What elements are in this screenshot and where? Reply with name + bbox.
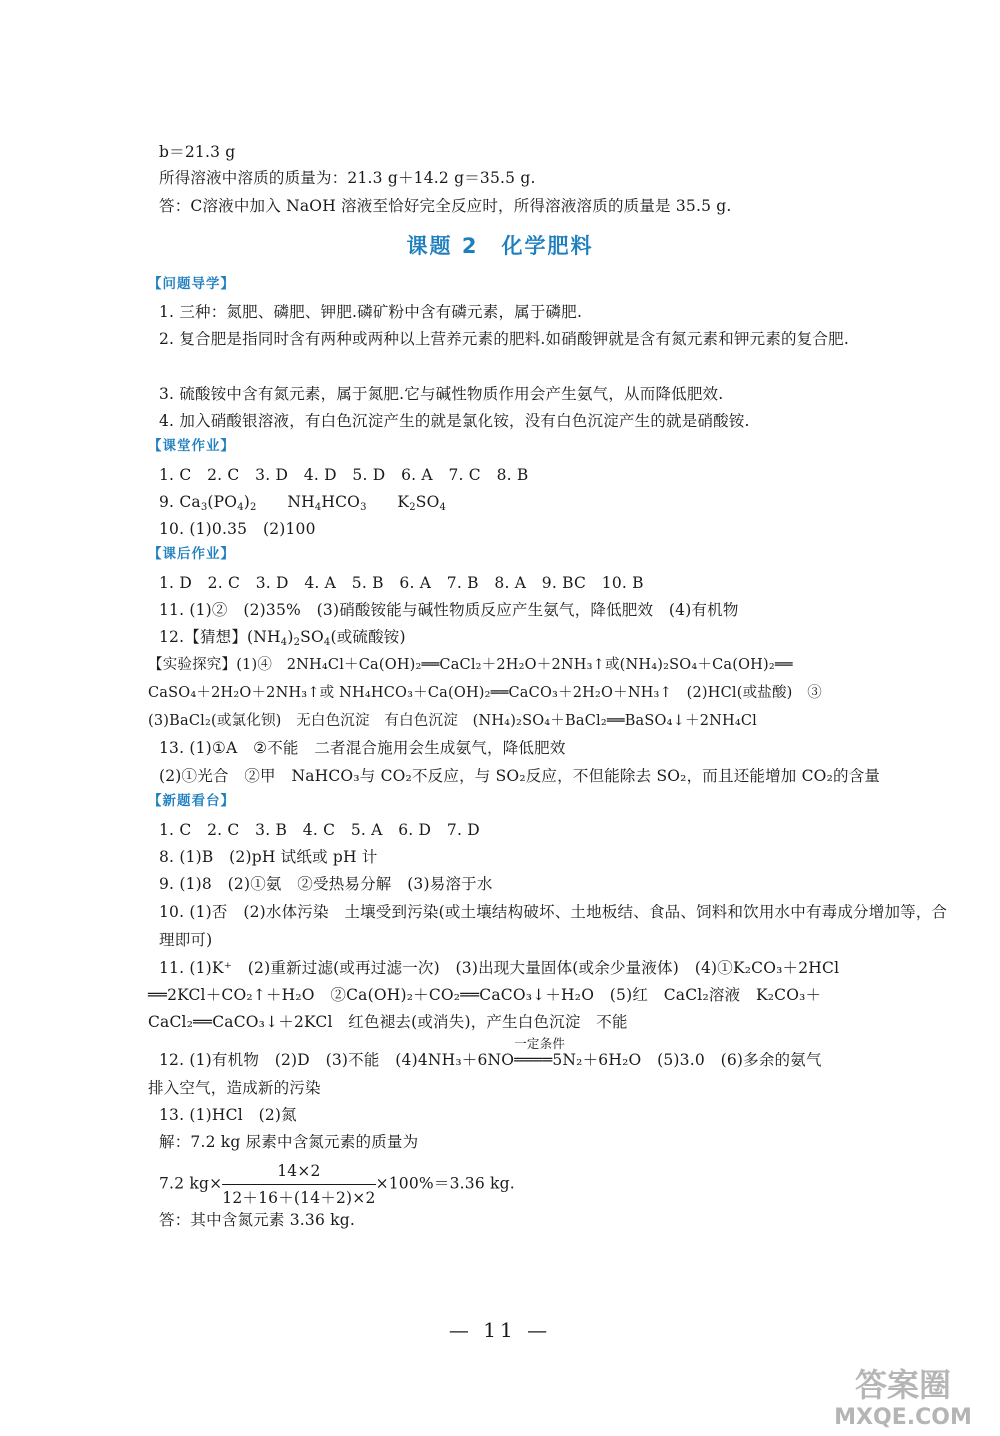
solution-intro: 解：7.2 kg 尿素中含氮元素的质量为 bbox=[159, 1133, 419, 1151]
new-choices: 1. C 2. C 3. B 4. C 5. A 6. D 7. D bbox=[159, 821, 480, 839]
answer-line: 答：C溶液中加入 NaOH 溶液至恰好完全反应时，所得溶液溶质的质量是 35.5 g. bbox=[159, 197, 732, 215]
new-q9: 9. (1)8 (2)①氨 ②受热易分解 (3)易溶于水 bbox=[159, 875, 493, 893]
watermark-text-bottom: MXQE.COM bbox=[834, 1405, 972, 1428]
solute-mass-line: 所得溶液中溶质的质量为：21.3 g＋14.2 g＝35.5 g. bbox=[159, 169, 536, 187]
new-q10: 10. (1)否 (2)水体污染 土壤受到污染(或土壤结构破坏、土地板结、食品、饲料和饮用水中有毒成分增加等，合理即可) bbox=[159, 903, 948, 949]
page-number: — 11 — bbox=[448, 1318, 552, 1342]
homework-q11: 11. (1)② (2)35% (3)硝酸铵能与碱性物质反应产生氨气，降低肥效 (4)有机物 bbox=[159, 601, 739, 619]
b-value-line: b＝21.3 g bbox=[159, 143, 236, 161]
new-q8: 8. (1)B (2)pH 试纸或 pH 计 bbox=[159, 848, 378, 866]
nitrogen-calculation: 7.2 kg× $\frac{14\times 2}{12+16+(14+2)\times 2}$ ×100%＝3.36 kg. bbox=[159, 1162, 515, 1207]
section-new-questions-heading: 【新题看台】 bbox=[148, 793, 235, 809]
homework-q13-line-1: 13. (1)①A ②不能 二者混合施用会生成氨气，降低肥效 bbox=[159, 739, 566, 757]
new-q13: 13. (1)HCl (2)氮 bbox=[159, 1106, 297, 1124]
reaction-condition-arrow: 一定条件 ════ bbox=[514, 1036, 566, 1069]
watermark-text-top: 答案圈 bbox=[854, 1366, 952, 1404]
classwork-choices: 1. C 2. C 3. D 4. D 5. D 6. A 7. C 8. B bbox=[159, 466, 529, 484]
new-q11-line-3: CaCl₂══CaCO₃↓＋2KCl 红色褪去(或消失)，产生白色沉淀 不能 bbox=[148, 1013, 628, 1031]
section-classwork-heading: 【课堂作业】 bbox=[148, 438, 235, 454]
new-q11-line-2: ══2KCl＋CO₂↑＋H₂O ②Ca(OH)₂＋CO₂══CaCO₃↓＋H₂O (5)红 CaCl₂溶液 K₂CO₃＋ bbox=[148, 986, 822, 1004]
guide-q2: 2. 复合肥是指同时含有两种或两种以上营养元素的肥料.如硝酸钾就是含有氮元素和钾元素的复合肥. bbox=[159, 330, 849, 348]
new-q11-line-1: 11. (1)K⁺ (2)重新过滤(或再过滤一次) (3)出现大量固体(或余少量液体) (4)①K₂CO₃＋2HCl bbox=[159, 959, 840, 977]
new-q12-line-2: 排入空气，造成新的污染 bbox=[148, 1079, 321, 1097]
new-q12-line-1: 12. (1)有机物 (2)D (3)不能 (4)4NH₃＋6NO 一定条件 ════5N₂＋6H₂O (5)3.0 (6)多余的氨气 bbox=[159, 1036, 822, 1069]
experiment-line-2: CaSO₄＋2H₂O＋2NH₃↑或 NH₄HCO₃＋Ca(OH)₂══CaCO₃＋2H₂O＋NH₃↑ (2)HCl(或盐酸) ③ bbox=[148, 685, 822, 701]
watermark-logo bbox=[818, 1362, 988, 1428]
final-answer: 答：其中含氮元素 3.36 kg. bbox=[159, 1211, 356, 1229]
guide-q3: 3. 硫酸铵中含有氮元素，属于氮肥.它与碱性物质作用会产生氨气，从而降低肥效. bbox=[159, 385, 724, 403]
fraction: $\frac{14\times 2}{12+16+(14+2)\times 2}$ bbox=[222, 1162, 376, 1207]
lesson-title: 课题 2 化学肥料 bbox=[406, 234, 594, 258]
homework-q13-line-2: (2)①光合 ②甲 NaHCO₃与 CO₂不反应，与 SO₂反应，不但能除去 SO₂，而且还能增加 CO₂的含量 bbox=[159, 767, 881, 785]
classwork-q9: 9. $Ca_3(PO_4)_2$ $NH_4HCO_3$ $K_2SO_4$ bbox=[159, 493, 447, 513]
homework-choices: 1. D 2. C 3. D 4. A 5. B 6. A 7. B 8. A 9. BC 10. B bbox=[159, 574, 644, 592]
guide-q4: 4. 加入硝酸银溶液，有白色沉淀产生的就是氯化铵，没有白色沉淀产生的就是硝酸铵. bbox=[159, 412, 750, 430]
experiment-line-1: 【实验探究】(1)④ 2NH₄Cl＋Ca(OH)₂══CaCl₂＋2H₂O＋2NH₃↑或(NH₄)₂SO₄＋Ca(OH)₂══ bbox=[148, 657, 793, 673]
experiment-line-3: (3)BaCl₂(或氯化钡) 无白色沉淀 有白色沉淀 (NH₄)₂SO₄＋BaCl₂══BaSO₄↓＋2NH₄Cl bbox=[148, 713, 757, 729]
section-guide-heading: 【问题导学】 bbox=[148, 276, 235, 292]
section-homework-heading: 【课后作业】 bbox=[148, 546, 235, 562]
homework-q12: 12.【猜想】$(NH_4)_2SO_4$(或硫酸铵) bbox=[159, 628, 406, 648]
classwork-q10: 10. (1)0.35 (2)100 bbox=[159, 520, 316, 538]
guide-q1: 1. 三种：氮肥、磷肥、钾肥.磷矿粉中含有磷元素，属于磷肥. bbox=[159, 303, 583, 321]
